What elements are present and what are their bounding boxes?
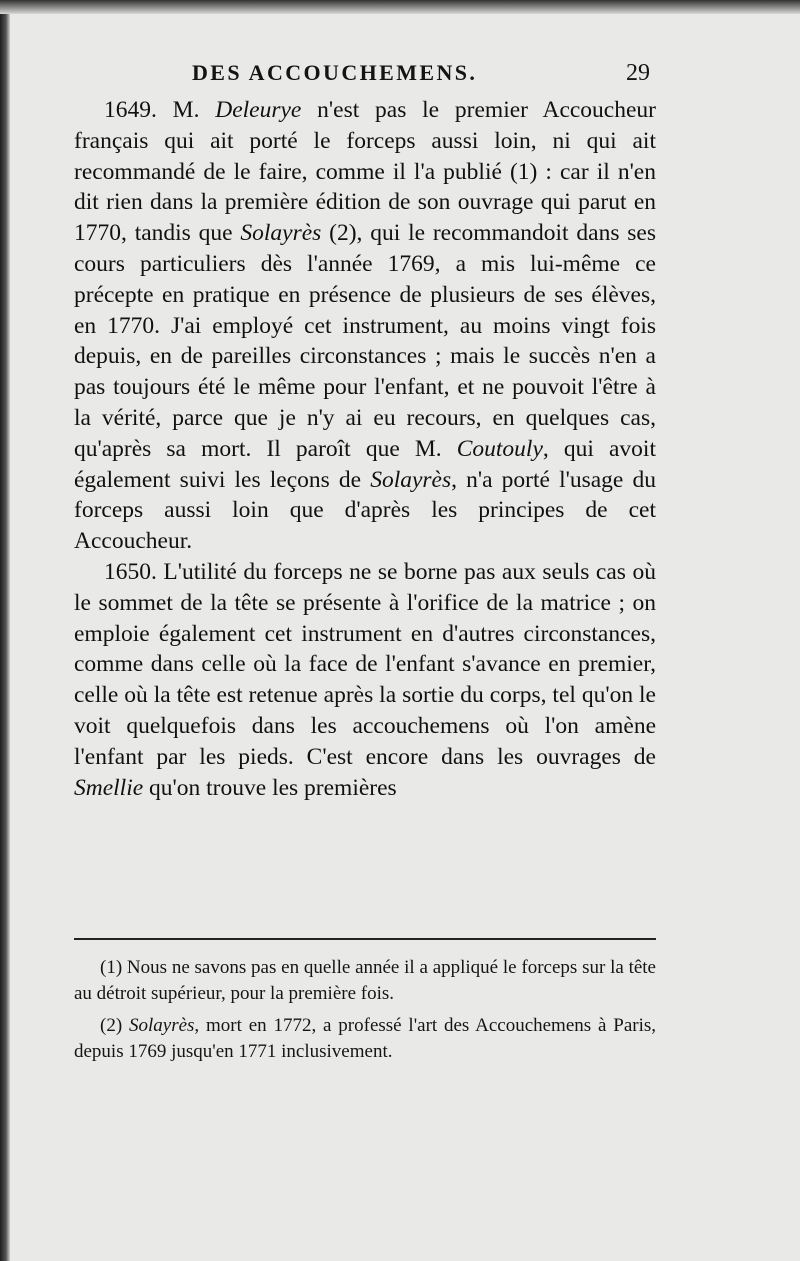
paragraph-body [74, 97, 656, 554]
italic-name: Smellie [74, 774, 144, 801]
text-run: (2), qui le recommandoit dans ses cours particuliers dès l'année 1769, a mis lui-même ce précepte en pratique en présence de plusieurs de ses élèves, en 1770. J'ai employé cet instrument, au moins vingt fois depuis, en de pareilles circonstances ; mais le succès n'en a pas toujours été le même pour l'enfant, et ne pouvoit l'être à la vérité, parce que je n'y ai eu recours, en quelques cas, qu'après sa mort. Il paroît que M. [74, 220, 656, 462]
italic-name: Coutouly [456, 435, 543, 462]
footnote-marker: (1) [100, 957, 123, 978]
italic-name: Solayrès [240, 220, 322, 247]
footnote-text [74, 957, 656, 1004]
page-header [74, 60, 656, 90]
text-run: n'est pas le premier Accoucheur français qui ait porté le forceps aussi loin, ni qui ait recommandé de le faire, comme il l'a publié (1) : car il n'en dit rien dans la première édition de son ouvrage qui parut en 1770, tandis que [74, 97, 656, 247]
text-run: , n'a porté l'usage du forceps aussi loin que d'après les principes de cet Accoucheur. [74, 466, 656, 555]
running-title: DES ACCOUCHEMENS. [192, 60, 478, 85]
paragraph-1649 [74, 95, 656, 557]
text-run: , qui avoit également suivi les leçons de [74, 435, 656, 493]
footnote-2 [74, 1013, 656, 1064]
text-run: M. [156, 97, 216, 123]
text-run: Nous ne savons pas en quelle année il a appliqué le forceps sur la tête au détroit supérieur, pour la première fois. [74, 957, 656, 1004]
text-run: L'utilité du forceps ne se borne pas aux seuls cas où le sommet de la tête se présente à l'orifice de la matrice ; on emploie également cet instrument en d'autres circonstances, comme dans celle où la face de l'enfant s'avance en premier, celle où la tête est retenue après la sortie du corps, tel qu'on le voit quelquefois dans les accouchemens où l'on amène l'enfant par les pieds. C'est encore dans les ouvrages de [74, 558, 656, 770]
paragraph-number: 1649. [104, 97, 157, 123]
main-text [74, 95, 656, 803]
paragraph-body [74, 559, 656, 801]
page-top-shadow [0, 0, 800, 14]
italic-name: Solayrès [128, 1015, 195, 1036]
paragraph-1650 [74, 557, 656, 803]
footnote-marker: (2) [100, 1015, 123, 1036]
text-run: qu'on trouve les premières [143, 774, 397, 801]
text-run: , mort en 1772, a professé l'art des Accouchemens à Paris, depuis 1769 jusqu'en 1771 inclusivement. [74, 1015, 656, 1062]
text-run [122, 1015, 129, 1036]
page-number: 29 [626, 60, 650, 86]
footnote-1 [74, 955, 656, 1006]
italic-name: Solayrès [370, 466, 452, 493]
paragraph-number: 1650. [104, 558, 157, 585]
italic-name: Deleurye [215, 97, 302, 123]
footnote-rule [74, 938, 656, 940]
footnotes [74, 955, 656, 1071]
footnote-text [74, 1015, 656, 1062]
page-edge-shadow [0, 0, 10, 1261]
